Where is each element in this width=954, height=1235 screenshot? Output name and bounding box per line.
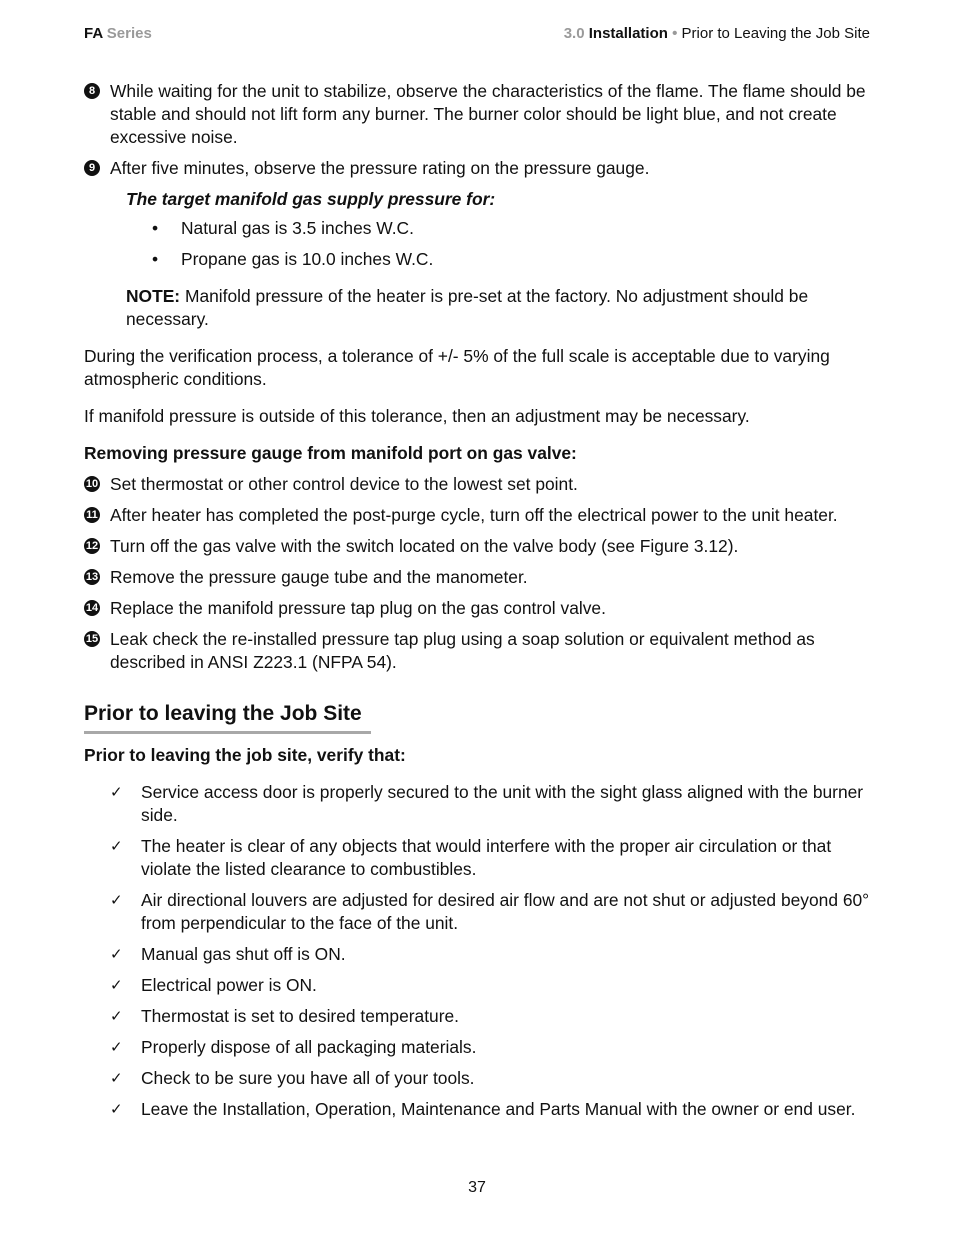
pressure-list bbox=[84, 217, 874, 271]
check-icon: ✓ bbox=[110, 1038, 123, 1056]
checklist-item bbox=[110, 1098, 874, 1121]
series-suffix: Series bbox=[106, 25, 152, 42]
checklist-item-text: The heater is clear of any objects that would interfere with the proper air circulation or that violate the listed clearance to combustibles. bbox=[141, 836, 832, 879]
check-icon: ✓ bbox=[110, 945, 123, 963]
step-text: Turn off the gas valve with the switch located on the valve body (see Figure 3.12). bbox=[110, 536, 739, 556]
step-text: Remove the pressure gauge tube and the manometer. bbox=[110, 567, 528, 587]
step-text: While waiting for the unit to stabilize, observe the characteristics of the flame. The flame should be stable and should not lift form any burner. The burner color should be light blue, and not create excessive noise. bbox=[110, 81, 866, 147]
step-item bbox=[84, 504, 874, 527]
paragraph: If manifold pressure is outside of this tolerance, then an adjustment may be necessary. bbox=[84, 406, 750, 426]
section-breadcrumb bbox=[564, 24, 870, 44]
note-label: NOTE: bbox=[126, 286, 181, 306]
removing-gauge-heading: Removing pressure gauge from manifold port on gas valve: bbox=[84, 443, 577, 463]
step-text: After heater has completed the post-purge cycle, turn off the electrical power to the unit heater. bbox=[110, 505, 838, 525]
step-number: 11 bbox=[84, 507, 100, 523]
step-number: 9 bbox=[84, 160, 100, 176]
step-number: 15 bbox=[85, 633, 99, 645]
section-number: 3.0 bbox=[563, 25, 585, 42]
series-label bbox=[84, 24, 152, 44]
checklist-item bbox=[110, 1067, 874, 1090]
checklist-item bbox=[110, 889, 874, 935]
checklist-item-text: Air directional louvers are adjusted for desired air flow and are not shut or adjusted beyond 60° from perpendicular to the face of the unit. bbox=[141, 890, 870, 933]
checklist-item bbox=[110, 943, 874, 966]
checklist-item bbox=[110, 835, 874, 881]
step-number: 13 bbox=[85, 571, 99, 583]
step-item bbox=[84, 597, 874, 620]
page-header bbox=[84, 24, 870, 44]
note-block bbox=[84, 285, 874, 331]
check-icon: ✓ bbox=[110, 837, 123, 855]
subsection-name: Prior to Leaving the Job Site bbox=[681, 25, 870, 42]
step-text: Leak check the re-installed pressure tap plug using a soap solution or equivalent method as described in ANSI Z223.1 (NFPA 54). bbox=[110, 629, 815, 672]
step-number: 12 bbox=[85, 540, 99, 552]
list-item bbox=[152, 217, 874, 240]
checklist-item bbox=[110, 1036, 874, 1059]
step-item bbox=[84, 628, 874, 674]
checklist-item-text: Properly dispose of all packaging materials. bbox=[141, 1037, 477, 1057]
series-prefix: FA bbox=[84, 25, 103, 42]
step-item bbox=[84, 566, 874, 589]
check-icon: ✓ bbox=[110, 891, 123, 909]
check-icon: ✓ bbox=[110, 976, 123, 994]
bullet-glyph: • bbox=[152, 249, 159, 269]
checklist-item bbox=[110, 781, 874, 827]
target-pressure-heading: The target manifold gas supply pressure for: bbox=[126, 189, 496, 209]
breadcrumb-separator: • bbox=[672, 25, 678, 42]
step-item bbox=[84, 535, 874, 558]
verify-heading: Prior to leaving the job site, verify that: bbox=[84, 745, 406, 765]
paragraph: During the verification process, a tolerance of +/- 5% of the full scale is acceptable due to varying atmospheric conditions. bbox=[84, 346, 830, 389]
checklist-item bbox=[110, 974, 874, 997]
step-item bbox=[84, 80, 874, 149]
verify-checklist bbox=[84, 781, 874, 1121]
check-icon: ✓ bbox=[110, 783, 123, 801]
checklist-item-text: Check to be sure you have all of your tools. bbox=[141, 1068, 475, 1088]
note-text: Manifold pressure of the heater is pre-set at the factory. No adjustment should be necessary. bbox=[126, 286, 809, 329]
check-icon: ✓ bbox=[110, 1069, 123, 1087]
checklist-item-text: Thermostat is set to desired temperature. bbox=[141, 1006, 459, 1026]
step-text: Replace the manifold pressure tap plug on the gas control valve. bbox=[110, 598, 606, 618]
step-number: 10 bbox=[85, 478, 99, 490]
page-number: 37 bbox=[468, 1179, 486, 1196]
section-name: Installation bbox=[588, 25, 668, 42]
step-text: After five minutes, observe the pressure rating on the pressure gauge. bbox=[110, 158, 650, 178]
step-item bbox=[84, 157, 874, 180]
list-item bbox=[152, 248, 874, 271]
bullet-glyph: • bbox=[152, 218, 159, 238]
step-text: Set thermostat or other control device to the lowest set point. bbox=[110, 474, 578, 494]
checklist-item-text: Electrical power is ON. bbox=[141, 975, 317, 995]
list-item-text: Natural gas is 3.5 inches W.C. bbox=[181, 218, 414, 238]
checklist-item-text: Manual gas shut off is ON. bbox=[141, 944, 346, 964]
step-number: 14 bbox=[85, 602, 99, 614]
step-item bbox=[84, 473, 874, 496]
checklist-item-text: Service access door is properly secured to the unit with the sight glass aligned with the burner side. bbox=[141, 782, 864, 825]
check-icon: ✓ bbox=[110, 1007, 123, 1025]
list-item-text: Propane gas is 10.0 inches W.C. bbox=[181, 249, 434, 269]
checklist-item bbox=[110, 1005, 874, 1028]
check-icon: ✓ bbox=[110, 1100, 123, 1118]
page-body bbox=[84, 80, 874, 1129]
checklist-item-text: Leave the Installation, Operation, Maintenance and Parts Manual with the owner or end user. bbox=[141, 1099, 856, 1119]
section-title: Prior to leaving the Job Site bbox=[84, 701, 371, 734]
step-number: 8 bbox=[84, 83, 100, 99]
